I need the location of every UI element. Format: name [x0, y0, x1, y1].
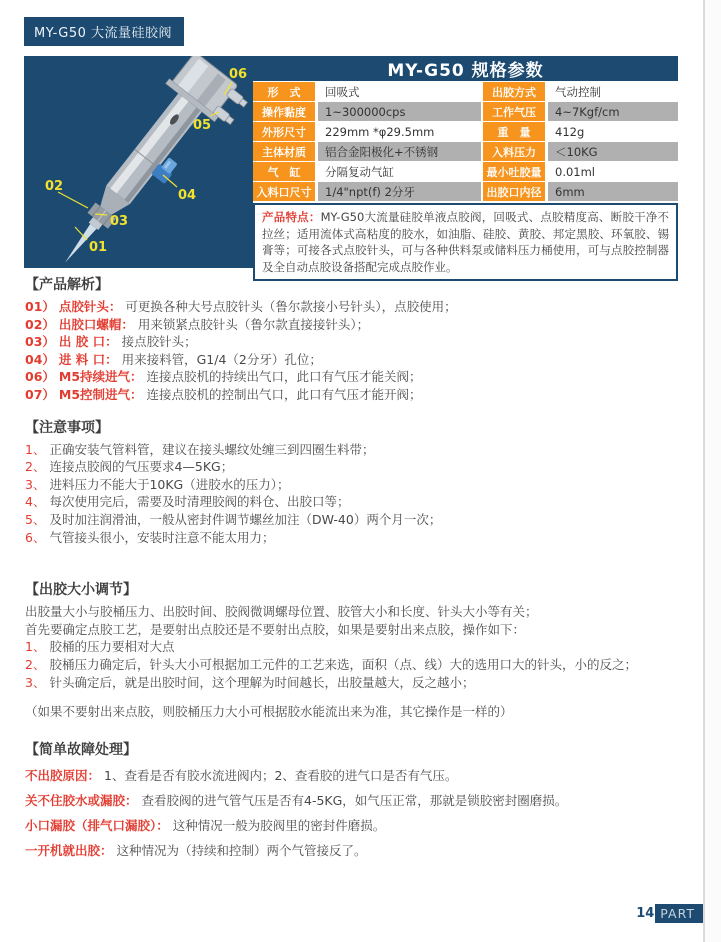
spec-value-left: 1/4"npt(f) 2分牙: [318, 182, 481, 201]
notes-item: [25, 441, 682, 459]
spec-label-left: 形 式: [253, 82, 315, 101]
analysis-heading: 【产品解析】: [25, 277, 109, 293]
spec-section: [253, 56, 678, 274]
item-label: 进 料 口：: [58, 351, 118, 367]
item-label: M5控制进气：: [58, 386, 143, 402]
adjust-item: [25, 656, 682, 674]
item-number: 3、: [25, 674, 46, 690]
item-number: 1、: [25, 639, 46, 655]
callout-06: 06: [229, 67, 248, 82]
item-text: 正确安装气管料管，建议在接头螺纹处缠三到四圈生料带；: [49, 441, 375, 457]
spec-label-right: 工作气压: [483, 102, 545, 121]
analysis-item: [25, 351, 682, 369]
item-number: 03）: [25, 334, 55, 350]
spec-table-row: [253, 122, 678, 141]
spec-label-left: 外形尺寸: [253, 122, 315, 141]
item-label: 出 胶 口：: [58, 334, 118, 350]
callout-04: 04: [178, 188, 197, 203]
notes-item: [25, 529, 682, 547]
item-number: 6、: [25, 529, 46, 545]
spec-value-right: 0.01ml: [555, 164, 596, 179]
valve-photo: [24, 56, 253, 268]
item-text: 胶桶压力确定后，针头大小可根据加工元件的工艺来选，面积（点、线）大的选用口大的针头，小的反之；: [49, 656, 637, 672]
features-label: 产品特点：: [262, 210, 321, 224]
text-sections: [25, 276, 682, 863]
troubleshoot-heading: 【简单故障处理】: [25, 741, 137, 758]
notes-item: [25, 458, 682, 476]
item-label: 出胶口螺帽：: [58, 316, 134, 332]
spec-value-right: 4~7Kgf/cm: [548, 102, 678, 121]
spec-label-left: 主体材质: [253, 142, 315, 161]
part-label: PART: [655, 904, 703, 923]
adjust-list: [25, 638, 682, 691]
adjust-intro-2: 首先要确定点胶工艺，是要射出点胶还是不要射出点胶，如果是要射出来点胶，操作如下：: [25, 621, 526, 637]
spec-table-row: [253, 142, 678, 161]
item-label: 不出胶原因：: [25, 767, 101, 783]
spec-value-left: 229mm *φ29.5mm: [325, 124, 435, 139]
item-text: 每次使用完后，需要及时清理胶阀的料仓、出胶口等；: [49, 494, 350, 510]
item-number: 07）: [25, 386, 55, 402]
spec-value-left: 分隔复动气缸: [325, 164, 394, 179]
spec-label-left: 入料口尺寸: [253, 182, 315, 201]
troubleshoot-item: [25, 838, 682, 863]
item-text: 进料压力不能大于10KG（进胶水的压力）；: [49, 476, 290, 492]
item-label: 关不住胶水或漏胶：: [25, 792, 138, 808]
item-label: 一开机就出胶：: [25, 842, 113, 858]
item-label: 点胶针头：: [58, 299, 122, 314]
callout-03: 03: [110, 214, 129, 229]
troubleshoot-item: [25, 813, 682, 838]
adjust-item: [25, 674, 682, 692]
spec-value-left: 铝合金阳极化+不锈钢: [318, 142, 481, 161]
adjust-intro-1: 出胶量大小与胶桶压力、出胶时间、胶阀微调螺母位置、胶管大小和长度、针头大小等有关；: [25, 604, 538, 620]
item-text: 用来接料管，G1/4（2分牙）孔位；: [121, 351, 322, 367]
item-text: 接点胶针头；: [121, 334, 197, 350]
spec-label-left: 气 缸: [253, 162, 315, 181]
page-right-margin: [705, 0, 721, 942]
troubleshoot-list: [25, 763, 682, 863]
notes-list: [25, 441, 682, 547]
page-number: 14: [636, 905, 655, 921]
page-title: MY-G50 大流量硅胶阀: [24, 17, 184, 46]
item-text: 连接点胶机的控制出气口，此口有气压才能开阀；: [146, 386, 422, 402]
item-text: 这种情况一般为胶阀里的密封件磨损。: [172, 817, 386, 833]
spec-table-row: [253, 102, 678, 121]
item-number: 5、: [25, 511, 46, 527]
item-number: 01）: [25, 299, 55, 314]
item-text: 及时加注润滑油，一般从密封件调节螺丝加注（DW-40）两个月一次；: [49, 511, 442, 527]
spec-value-right: 6mm: [548, 182, 678, 201]
item-text: 查看胶阀的进气管气压是否有4-5KG，如气压正常，那就是锁胶密封圈磨损。: [141, 792, 568, 808]
item-number: 4、: [25, 494, 46, 510]
item-label: M5持续进气：: [58, 369, 143, 385]
spec-table-title: MY-G50 规格参数: [253, 56, 678, 81]
item-text: 胶桶的压力要相对大点: [49, 639, 175, 655]
page-footer: [636, 904, 703, 922]
product-image: [24, 56, 253, 268]
notes-item: [25, 493, 682, 511]
spec-label-right: 出胶方式: [483, 82, 545, 101]
item-text: 可更换各种大号点胶针头（鲁尔款接小号针头），点胶使用；: [125, 299, 457, 314]
notes-item: [25, 476, 682, 494]
adjust-note: （如果不要射出来点胶，则胶桶压力大小可根据胶水能流出来为准，其它操作是一样的）: [25, 704, 513, 720]
spec-value-left: 1~300000cps: [318, 102, 481, 121]
callout-02: 02: [45, 179, 64, 194]
adjust-item: [25, 638, 682, 656]
spec-value-right: 412g: [555, 124, 585, 139]
item-number: 02）: [25, 316, 55, 332]
item-text: 1、查看是否有胶水流进阀内；2、查看胶的进气口是否有气压。: [104, 767, 458, 783]
item-number: 2、: [25, 459, 46, 475]
spec-label-right: 最小吐胶量: [483, 162, 545, 181]
analysis-item: [25, 333, 682, 351]
features-text: MY-G50大流量硅胶单液点胶阀，回吸式、点胶精度高、断胶干净不拉丝；适用流体式高粘度的胶水，如油脂、硅胶、黄胶、邦定黑胶、环氧胶、锡膏等；可接各式点胶针头，可与各种供料泵或储料压力桶使用，可与点胶控制器及全自动点胶设备搭配完成点胶作业。: [262, 210, 670, 274]
spec-label-left: 操作黏度: [253, 102, 315, 121]
item-text: 这种情况为（持续和控制）两个气管接反了。: [116, 842, 367, 858]
notes-item: [25, 511, 682, 529]
callout-01: 01: [89, 240, 108, 255]
product-features-box: [253, 203, 678, 281]
troubleshoot-item: [25, 763, 682, 788]
analysis-list: [25, 298, 682, 404]
callout-05: 05: [193, 118, 212, 133]
adjust-heading: 【出胶大小调节】: [25, 582, 137, 599]
spec-table-row: [253, 162, 678, 181]
spec-value-right: ＜10KG: [548, 142, 678, 161]
analysis-item: [25, 298, 682, 316]
troubleshoot-item: [25, 788, 682, 813]
item-text: 用来锁紧点胶针头（鲁尔款直接接针头）；: [137, 316, 370, 332]
spec-value-right: 气动控制: [555, 84, 601, 99]
product-panel: [24, 56, 678, 274]
spec-label-right: 入料压力: [483, 142, 545, 161]
spec-value-left: 回吸式: [325, 84, 360, 99]
item-number: 2、: [25, 656, 46, 672]
item-text: 连接点胶机的持续出气口，此口有气压才能关阀；: [146, 369, 422, 385]
spec-table-row: [253, 182, 678, 201]
notes-heading: 【注意事项】: [25, 419, 109, 436]
analysis-item: [25, 368, 682, 386]
item-text: 针头确定后，就是出胶时间，这个理解为时间越长，出胶量越大，反之越小；: [49, 674, 475, 690]
item-text: 气管接头很小，安装时注意不能太用力；: [49, 529, 275, 545]
page-edge-divider: [703, 0, 705, 942]
item-number: 3、: [25, 476, 46, 492]
spec-label-right: 重 量: [483, 122, 545, 141]
item-number: 1、: [25, 441, 46, 457]
item-label: 小口漏胶（排气口漏胶）：: [25, 817, 169, 833]
item-number: 04）: [25, 351, 55, 367]
analysis-item: [25, 316, 682, 334]
item-text: 连接点胶阀的气压要求4—5KG；: [49, 459, 234, 475]
spec-table: [253, 81, 678, 202]
analysis-item: [25, 386, 682, 404]
spec-label-right: 出胶口内径: [483, 182, 545, 201]
item-number: 06）: [25, 369, 55, 385]
spec-table-row: [253, 82, 678, 101]
